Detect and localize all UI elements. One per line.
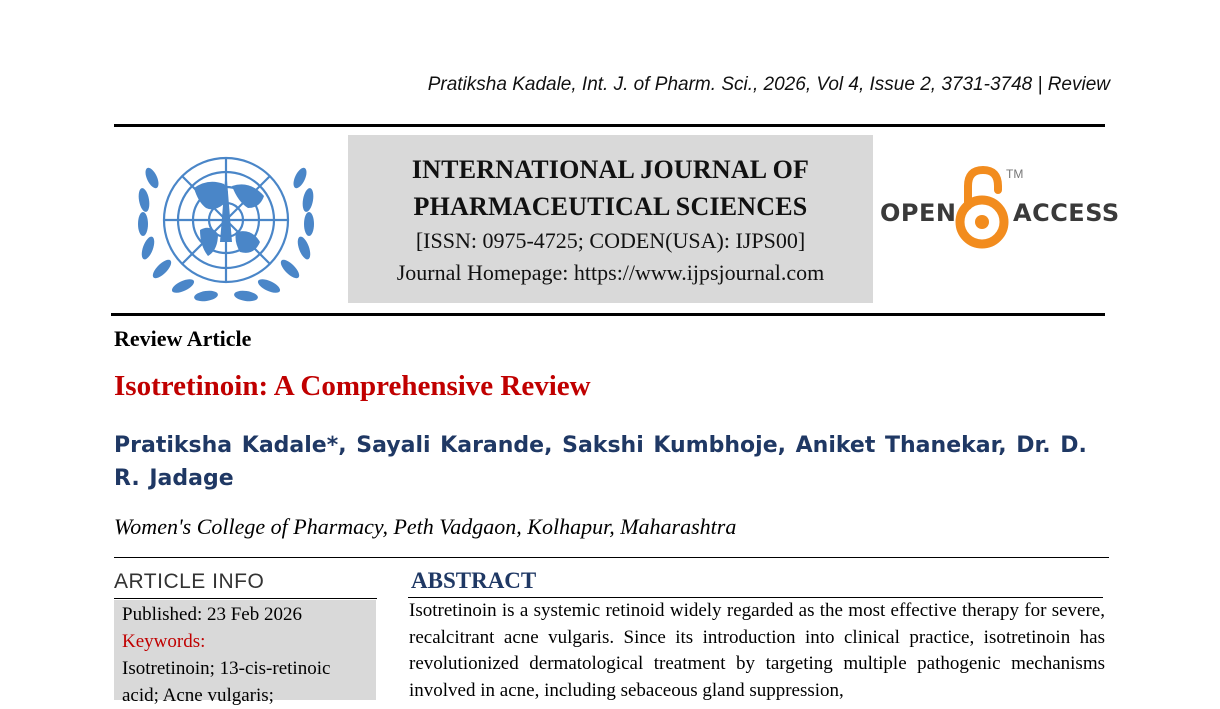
section-divider [114,557,1109,558]
citation-line: Pratiksha Kadale, Int. J. of Pharm. Sci., 2026, Vol 4, Issue 2, 3731-3748 | Review [427,74,1110,95]
article-info-heading: ARTICLE INFO [114,570,265,593]
author-list: Pratiksha Kadale*, Sayali Karande, Sakshi Kumbhoje, Aniket Thanekar, Dr. D. R. Jadage [114,433,1087,491]
un-emblem-icon [128,138,324,306]
keywords-line-1: Isotretinoin; 13-cis-retinoic [122,658,331,679]
abstract-text: Isotretinoin is a systemic retinoid widely regarded as the most effective therapy for severe, recalcitrant acne vulgaris. Since its introduction into clinical practice, isotretinoin has revolutionized dermatological treatment by targeting multiple pathogenic mechanisms involved in acne, including sebaceous gland suppression, [409,600,1105,702]
journal-title-line1: INTERNATIONAL JOURNAL OF [411,155,810,184]
open-access-logo [880,162,1120,254]
journal-title-line2: PHARMACEUTICAL SCIENCES [413,192,808,221]
keywords-line-2: acid; Acne vulgaris; [122,685,274,706]
open-access-lock-icon [954,162,1010,252]
abstract-heading: ABSTRACT [411,568,537,593]
keywords-label: Keywords: [122,631,206,652]
header-rule-bottom [111,313,1105,316]
header-rule-top [114,124,1105,127]
article-info-rule [114,598,377,599]
open-word: OPEN [880,199,957,227]
journal-homepage: Journal Homepage: https://www.ijpsjournal.com [396,260,825,285]
article-info-box [114,600,376,706]
article-type: Review Article [114,326,252,351]
access-word: ACCESS [1013,199,1120,227]
author-affiliation: Women's College of Pharmacy, Peth Vadgaon, Kolhapur, Maharashtra [114,514,737,539]
journal-issn: [ISSN: 0975-4725; CODEN(USA): IJPS00] [415,228,806,253]
published-date: Published: 23 Feb 2026 [122,604,302,625]
article-title: Isotretinoin: A Comprehensive Review [114,370,591,402]
trademark-mark: TM [1006,167,1024,181]
journal-masthead [348,135,873,303]
